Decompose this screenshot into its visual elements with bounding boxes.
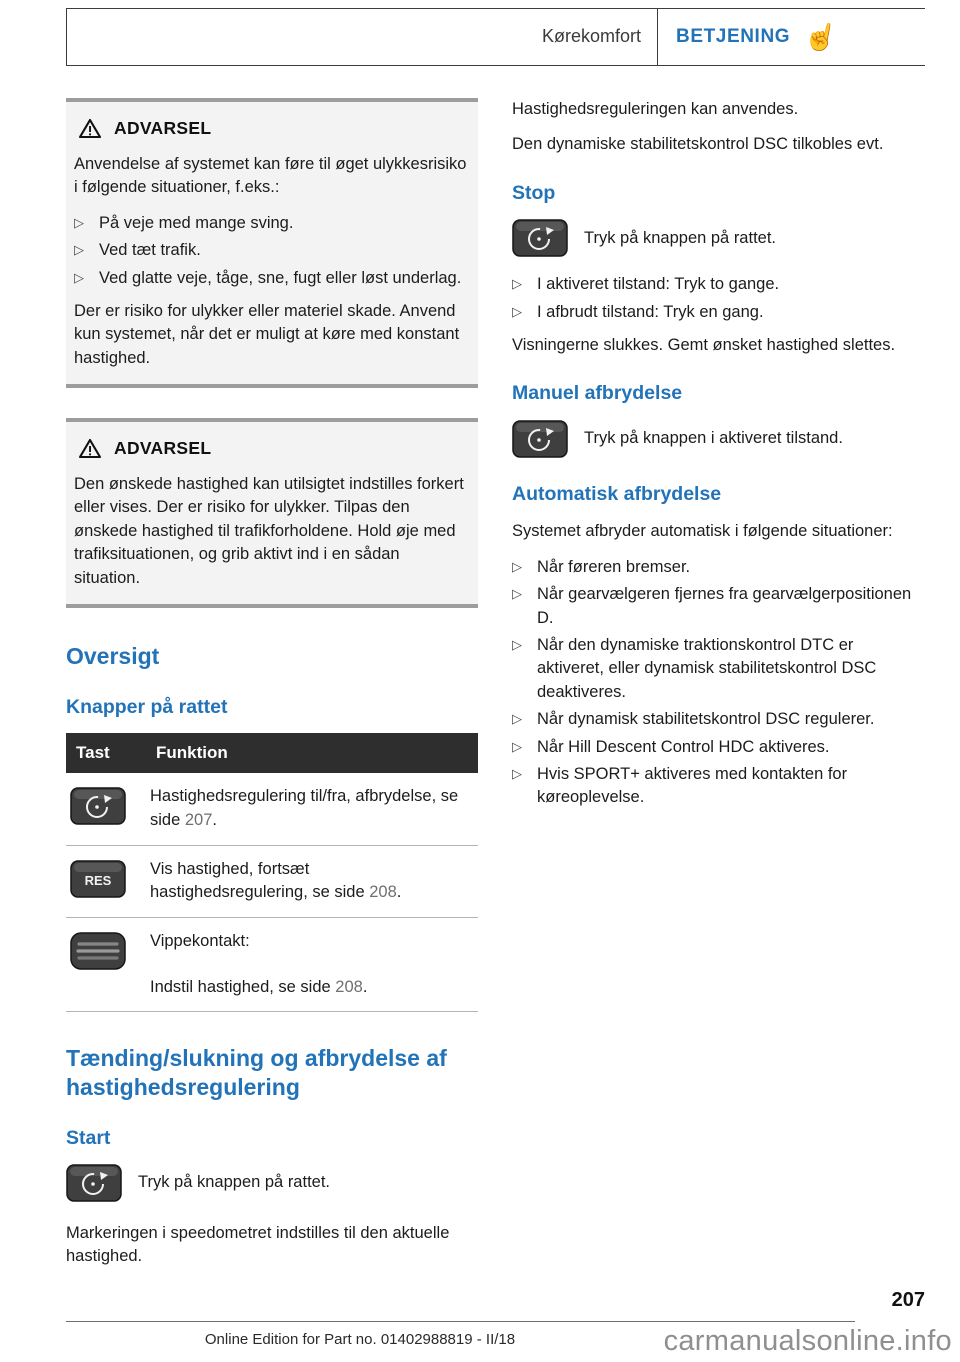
stop-action-row: [512, 219, 924, 257]
auto-heading: Automatisk afbrydelse: [512, 482, 722, 505]
list-item-text: Når den dynamiske traktionskontrol DTC er aktiveret, eller dynamisk stabilitetskontrol DSC deaktiveres.: [537, 635, 877, 701]
table-row: [66, 918, 478, 1012]
triangle-bullet-icon: ▷: [74, 242, 84, 258]
warning-box-2: [66, 418, 478, 608]
warning-outro: Der er risiko for ulykker eller materiel skade. Anvend kun systemet, når det er muligt at køre med konstant hastighed.: [74, 301, 460, 367]
watermark: carmanualsonline.info: [663, 1324, 952, 1357]
list-item: [512, 708, 924, 731]
paragraph: Hastighedsreguleringen kan anvendes.: [512, 100, 799, 118]
warning-title-row: [78, 436, 468, 461]
pointing-hand-icon: ☝: [801, 18, 841, 55]
list-item-text: Ved glatte veje, tåge, sne, fugt eller løst underlag.: [99, 268, 462, 287]
table-cell: [146, 845, 478, 917]
warning-title: ADVARSEL: [114, 438, 212, 459]
cell-text: Indstil hastighed, se side: [150, 977, 336, 996]
table-header-row: [66, 733, 478, 773]
triangle-bullet-icon: ▷: [512, 303, 522, 319]
chapter-label: Kørekomfort: [541, 26, 641, 47]
warning-title-row: [78, 116, 468, 141]
triangle-bullet-icon: ▷: [512, 586, 522, 602]
section-area: [657, 9, 925, 65]
triangle-bullet-icon: ▷: [74, 269, 84, 285]
page-header: [66, 8, 925, 66]
cell-text: .: [396, 883, 402, 902]
stop-heading: Stop: [512, 181, 556, 204]
action-text: Tryk på knappen på rattet.: [584, 228, 776, 247]
cell-text: Vippekontakt:: [150, 932, 250, 951]
table-row: [66, 773, 478, 845]
triangle-bullet-icon: ▷: [512, 738, 522, 754]
action-text: Tryk på knappen på rattet.: [138, 1173, 330, 1192]
paragraph: Den dynamiske stabilitetskontrol DSC tilkobles evt.: [512, 135, 884, 154]
rocker-switch-icon: [70, 932, 126, 970]
res-button-icon: [70, 860, 126, 898]
start-note: Markeringen i speedometret indstilles til den aktuelle hastighed.: [66, 1223, 450, 1266]
triangle-bullet-icon: ▷: [512, 636, 522, 652]
cruise-control-button-icon: [66, 1164, 122, 1202]
triangle-bullet-icon: ▷: [512, 766, 522, 782]
page-number: 207: [891, 1288, 925, 1311]
list-item: [512, 556, 924, 579]
start-action-row: [66, 1164, 478, 1202]
warning-title: ADVARSEL: [114, 118, 212, 138]
page-link[interactable]: 208: [369, 883, 397, 902]
warning-intro: Anvendelse af systemet kan føre til øget ulykkesrisiko i følgende situationer, f.eks.:: [74, 154, 467, 197]
list-item-text: På veje med mange sving.: [99, 213, 294, 232]
list-item: [512, 736, 924, 759]
list-item-text: I aktiveret tilstand: Tryk to gange.: [537, 275, 780, 294]
start-heading: Start: [66, 1126, 111, 1149]
list-item-text: Ved tæt trafik.: [99, 241, 201, 260]
list-item: [512, 763, 924, 810]
warning-triangle-icon: [78, 118, 102, 139]
cell-text: Hastighedsregulering til/fra, afbrydelse, se side: [150, 787, 459, 829]
steering-wheel-buttons-table: [66, 733, 478, 1012]
stop-note: Visningerne slukkes. Gemt ønsket hastighed slettes.: [512, 336, 896, 355]
left-column: [66, 98, 478, 1269]
cell-text: .: [362, 977, 368, 996]
action-text: Tryk på knappen i aktiveret tilstand.: [584, 429, 843, 448]
cruise-control-button-icon: [70, 787, 126, 825]
table-row: [66, 845, 478, 917]
section-label: BETJENING: [676, 25, 791, 47]
list-item-text: I afbrudt tilstand: Tryk en gang.: [537, 302, 764, 321]
page-link[interactable]: 208: [335, 977, 363, 996]
list-item-text: Når gearvælgeren fjernes fra gearvælgerpositionen D.: [537, 585, 912, 627]
list-item: [512, 301, 924, 324]
list-item: [512, 583, 924, 630]
manual-heading: Manuel afbrydelse: [512, 382, 683, 405]
list-item: [74, 267, 468, 290]
manual-action-row: [512, 420, 924, 458]
triangle-bullet-icon: ▷: [74, 214, 84, 230]
list-item: [74, 212, 468, 235]
cruise-control-button-icon: [512, 219, 568, 257]
list-item: [512, 634, 924, 704]
warning-box-1: [66, 98, 478, 388]
cell-text: Vis hastighed, fortsæt hastighedsregulering, se side: [150, 859, 370, 902]
triangle-bullet-icon: ▷: [512, 711, 522, 727]
column-header-funktion: Funktion: [146, 733, 478, 773]
list-item: [74, 239, 468, 262]
list-item-text: Når Hill Descent Control HDC aktiveres.: [537, 737, 830, 756]
svg-text:RES: RES: [84, 872, 112, 888]
edition-note: Online Edition for Part no. 01402988819 - II/18: [204, 1330, 516, 1348]
list-item-text: Når dynamisk stabilitetskontrol DSC regulerer.: [537, 710, 875, 729]
table-cell: [146, 773, 478, 845]
column-header-tast: Tast: [66, 733, 146, 773]
list-item: [512, 273, 924, 296]
content-columns: [66, 98, 925, 1269]
cruise-control-button-icon: [512, 420, 568, 458]
overview-heading: Oversigt: [66, 643, 160, 670]
right-column: [512, 98, 924, 1269]
onoff-heading: Tænding/slukning og afbrydelse af hastighedsregulering: [66, 1045, 447, 1100]
cell-text: .: [212, 810, 217, 829]
warning-intro: Den ønskede hastighed kan utilsigtet indstilles forkert eller vises. Der er risiko for ulykker. Tilpas den ønskede hastighed til trafikforholdene. Hold øje med trafiksituationen, og grib aktivt ind i en sådan situation.: [74, 475, 464, 587]
list-item-text: Hvis SPORT+ aktiveres med kontakten for køreoplevelse.: [537, 765, 848, 807]
list-item-text: Når føreren bremser.: [537, 557, 691, 576]
buttons-heading: Knapper på rattet: [66, 695, 228, 718]
triangle-bullet-icon: ▷: [512, 276, 522, 292]
triangle-bullet-icon: ▷: [512, 558, 522, 574]
page-link[interactable]: 207: [184, 810, 213, 829]
warning-triangle-icon: [78, 438, 102, 459]
table-cell: [146, 918, 478, 1012]
auto-intro: Systemet afbryder automatisk i følgende situationer:: [512, 522, 893, 541]
